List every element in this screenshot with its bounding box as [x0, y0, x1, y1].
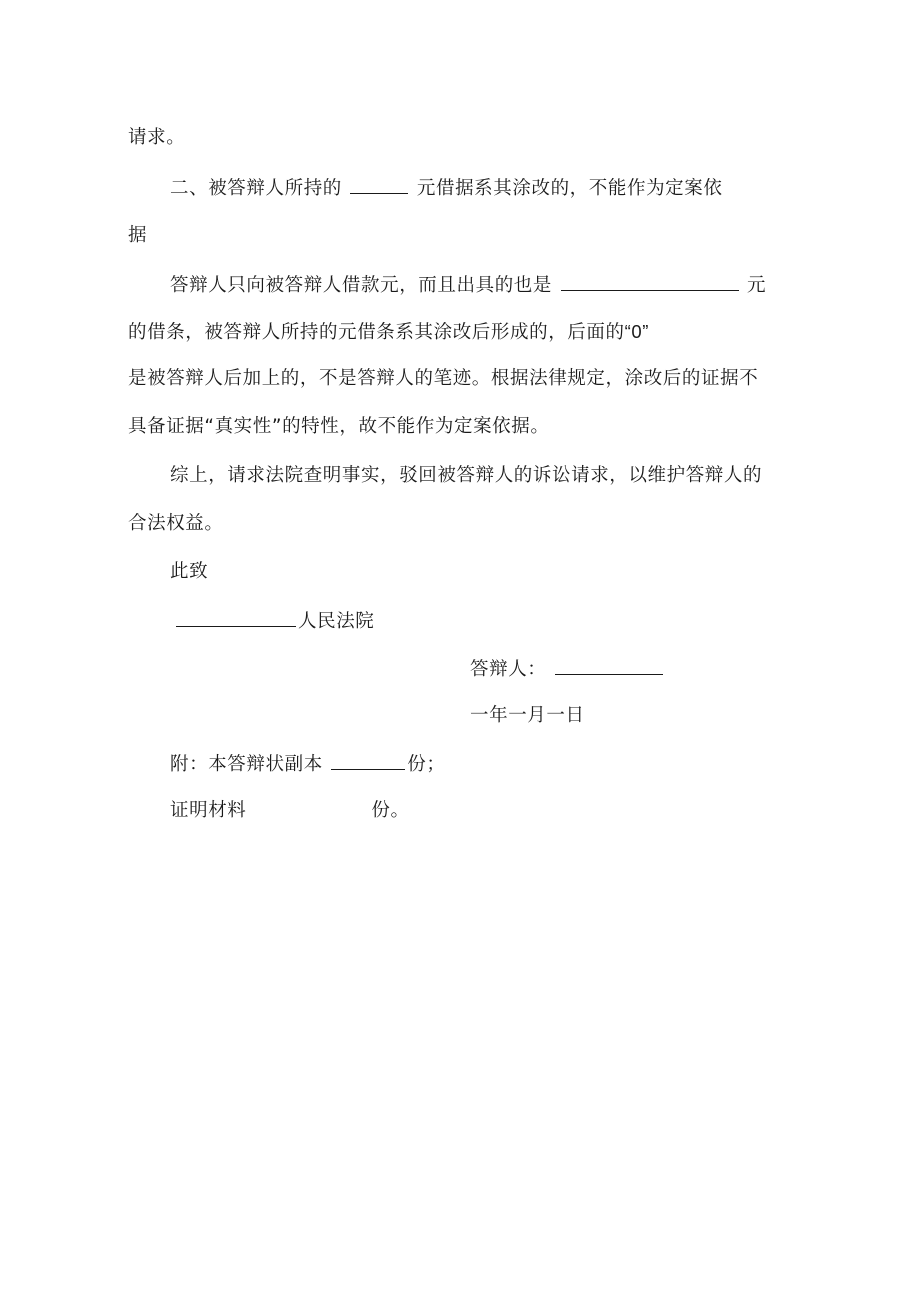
text: 一年一月一日	[470, 705, 585, 726]
salutation-line	[170, 560, 208, 584]
fill-in-blank	[555, 656, 663, 675]
text: 的借条，被答辩人所持的元借条系其涂改后形成的，后面的	[128, 322, 625, 343]
text: 份。	[371, 800, 410, 821]
text: 具备证据“真实性”的特性，故不能作为定案依据。	[128, 416, 550, 437]
text: 份；	[407, 754, 446, 775]
fill-in-blank	[176, 608, 296, 627]
paragraph-line	[128, 512, 224, 536]
text: 答辩人：	[470, 659, 547, 680]
paragraph-line	[128, 126, 185, 150]
text: 答辩人只向被答辩人借款元，而且出具的也是	[170, 275, 553, 296]
text: 综上，请求法院查明事实，驳回被答辩人的诉讼请求，以维护答辩人的	[170, 465, 763, 486]
paragraph-line	[170, 175, 722, 201]
fill-in-blank	[350, 175, 408, 194]
date-line	[470, 704, 585, 728]
text: 元借据系其涂改的，不能作为定案依	[416, 178, 723, 199]
paragraph-line	[128, 367, 758, 391]
text: 据	[128, 225, 148, 246]
attachment-line	[170, 799, 410, 823]
text: 附：本答辩状副本	[170, 754, 323, 775]
text: 元	[746, 275, 767, 296]
paragraph-line	[128, 415, 549, 439]
paragraph-line	[128, 224, 147, 248]
text: 人民法院	[298, 611, 375, 632]
text: 是被答辩人后加上的，不是答辩人的笔迹。根据法律规定，涂改后的证据不	[128, 368, 759, 389]
text: 此致	[170, 561, 209, 582]
text: 合法权益。	[128, 513, 224, 534]
signature-line	[470, 656, 665, 682]
text: 二、被答辩人所持的	[170, 178, 342, 199]
paragraph-line	[128, 320, 649, 345]
paragraph-line	[170, 272, 766, 298]
text: “0”	[624, 321, 650, 342]
fill-in-blank	[561, 272, 739, 291]
paragraph-line	[170, 464, 762, 488]
attachment-line	[170, 751, 446, 777]
text: 证明材料	[170, 800, 247, 821]
text: 请求。	[128, 127, 186, 148]
fill-in-blank	[331, 751, 405, 770]
court-line	[174, 608, 374, 634]
